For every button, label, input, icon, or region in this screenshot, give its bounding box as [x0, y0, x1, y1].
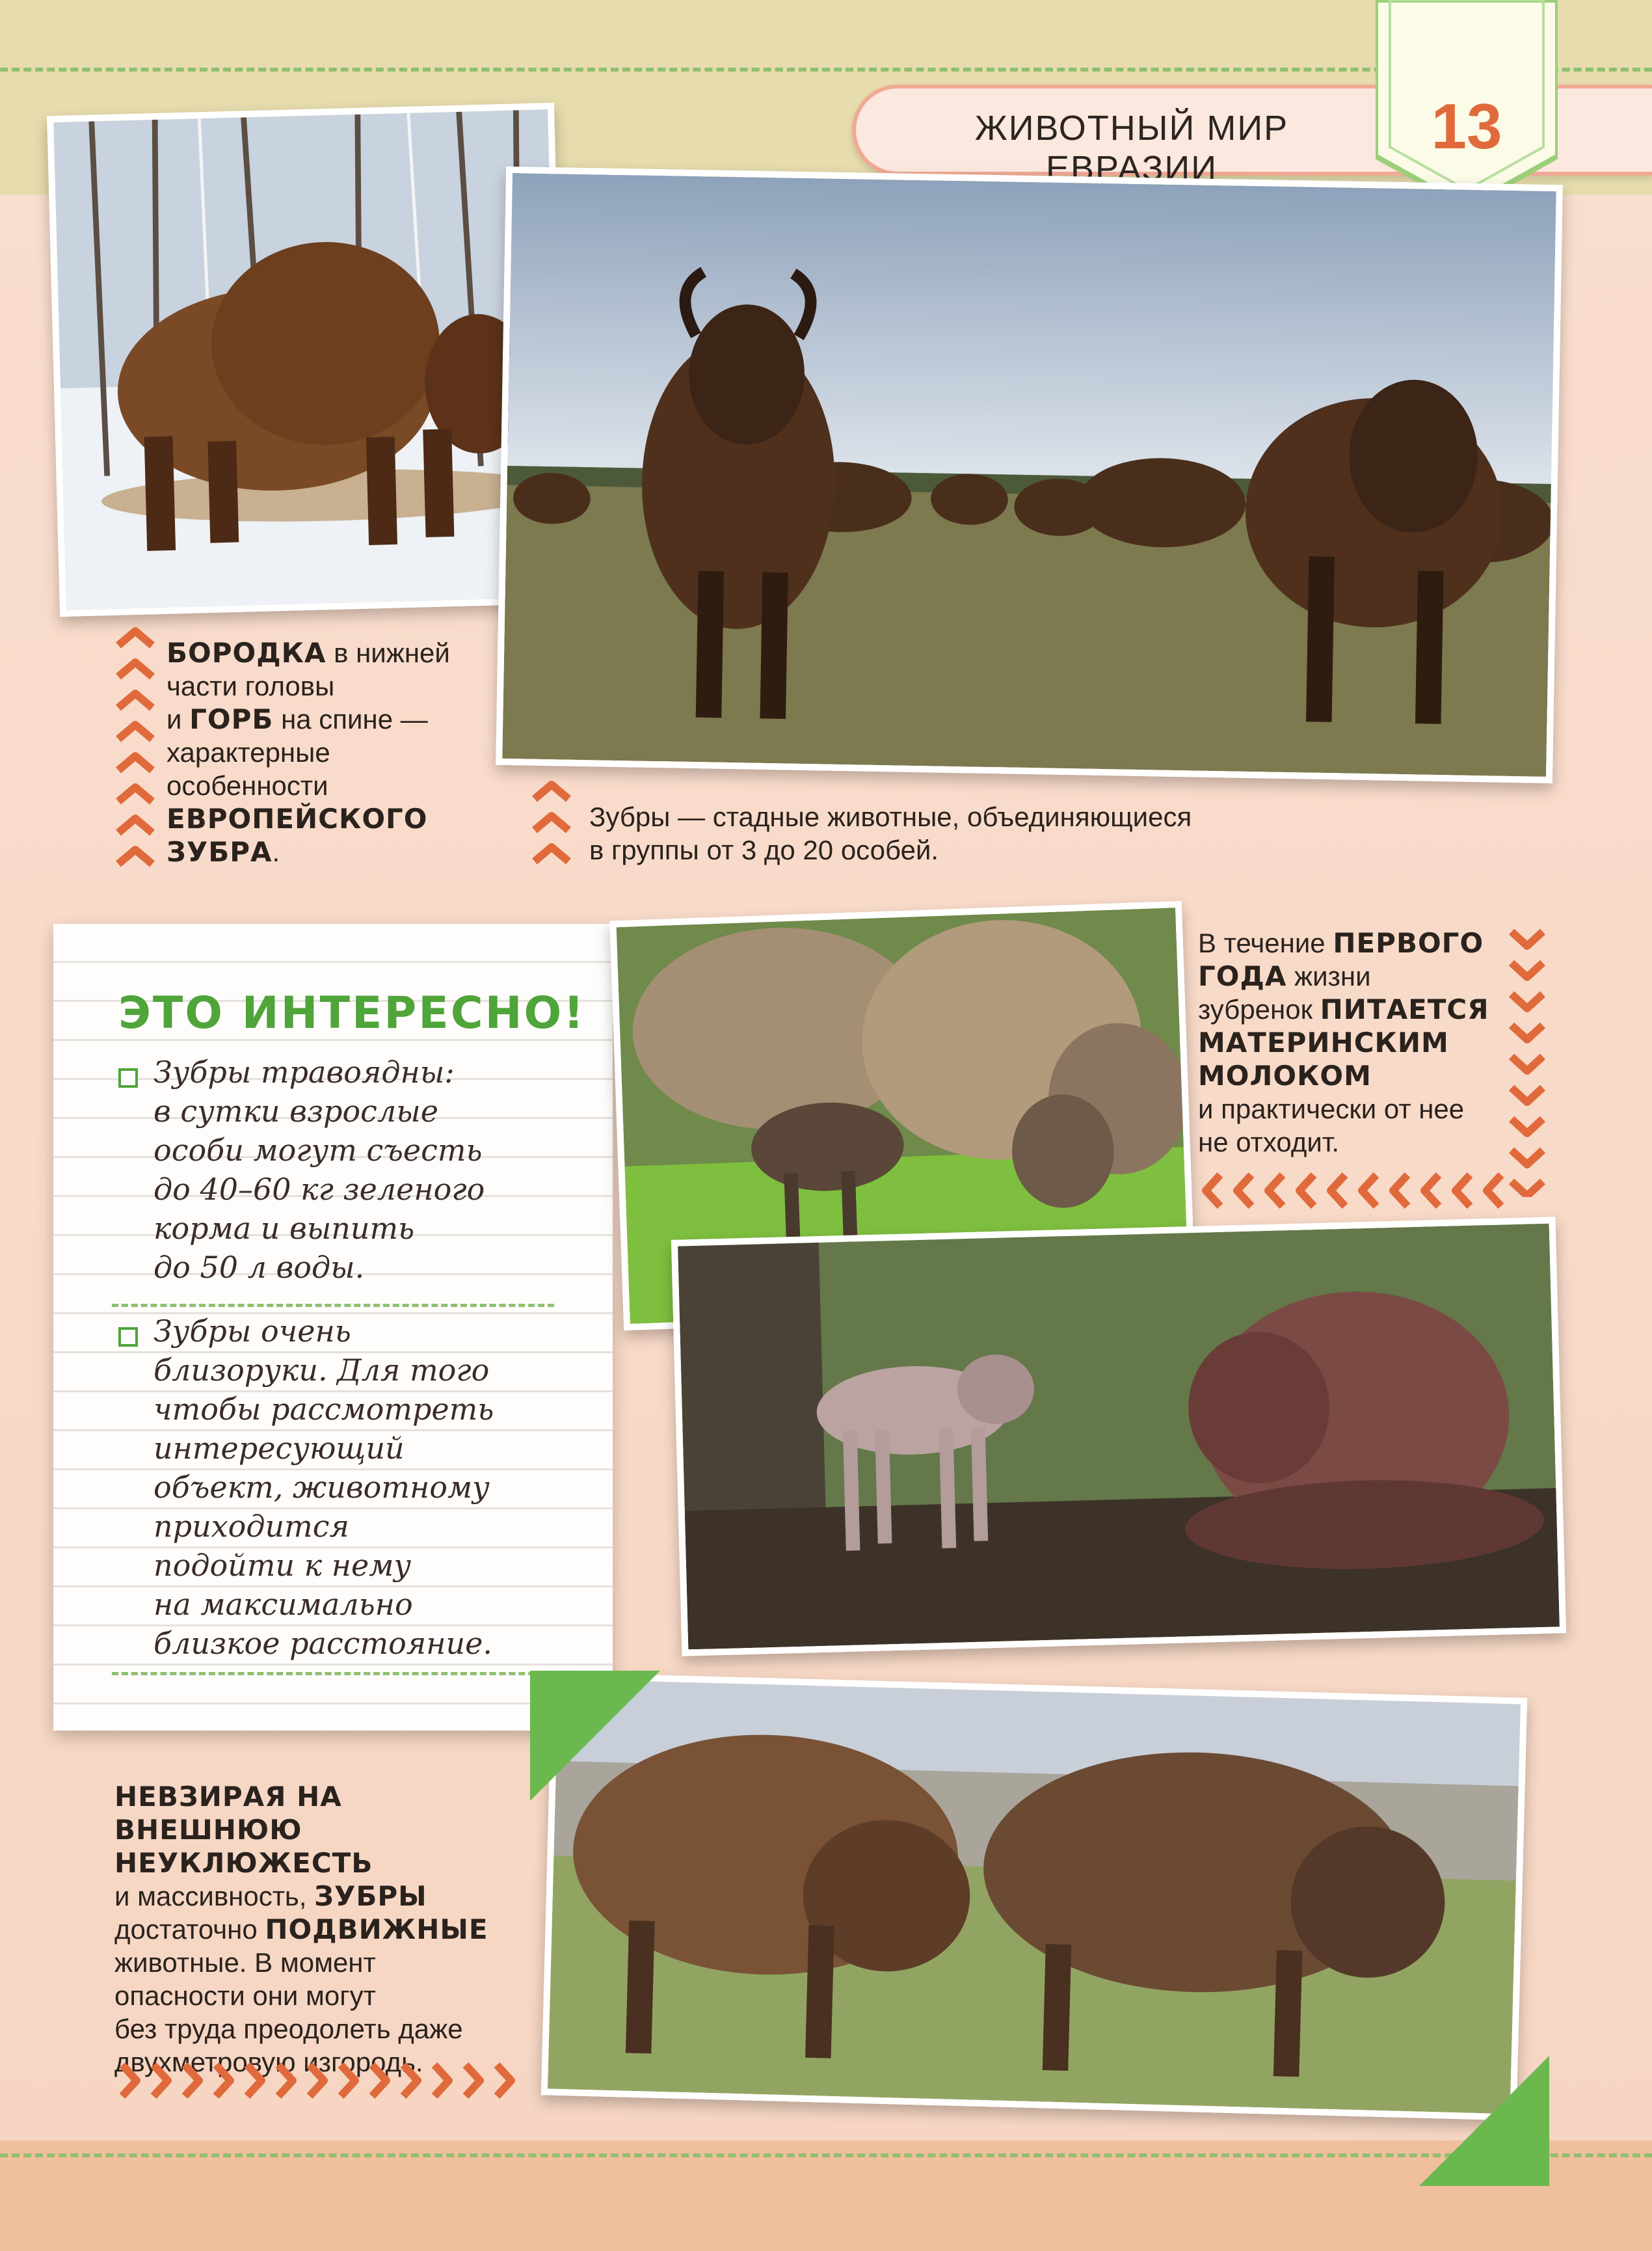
- term-mothers: МАТЕРИНСКИМ: [1198, 1027, 1449, 1058]
- photo-bison-snow: [47, 103, 567, 617]
- fact-line: подойти к нему: [153, 1548, 412, 1583]
- caption-text: не отходит.: [1198, 1127, 1340, 1157]
- term-despite-clumsiness: НЕВЗИРАЯ НА ВНЕШНЮЮ: [114, 1781, 342, 1846]
- caption-text: и массивность,: [114, 1881, 315, 1911]
- bison-resting-photo-icon: [678, 1224, 1560, 1650]
- fact-line: близоруки. Для того: [153, 1353, 490, 1388]
- fact-line: приходится: [153, 1509, 349, 1544]
- checkbox-icon: [118, 1068, 138, 1088]
- caption-text: на спине —: [273, 704, 428, 735]
- fact-line: близкое расстояние.: [153, 1626, 493, 1661]
- term-beard: БОРОДКА: [167, 637, 326, 669]
- bottom-dashed-line: [0, 2153, 1652, 2157]
- term-bison: ЗУБРЫ: [314, 1880, 427, 1912]
- interesting-title: ЭТО ИНТЕРЕСНО!: [118, 988, 586, 1039]
- chevron-column-left: [114, 623, 156, 870]
- caption-text: и: [167, 704, 190, 735]
- caption-herd: [589, 800, 1370, 867]
- caption-text: в нижней: [326, 638, 450, 668]
- term-feeds: ПИТАЕТСЯ: [1320, 993, 1489, 1025]
- bison-running-photo-icon: [548, 1679, 1521, 2114]
- caption-text: особенности: [167, 770, 328, 801]
- corner-triangle-icon: [530, 1671, 660, 1801]
- caption-mobility: [114, 1780, 531, 2079]
- term-hump: ГОРБ: [189, 703, 274, 735]
- photo-bison-running: [541, 1672, 1528, 2120]
- caption-text: двухметровую изгородь.: [114, 2047, 423, 2077]
- term-european: ЕВРОПЕЙСКОГО: [167, 803, 428, 835]
- caption-text: без труда преодолеть даже: [114, 2014, 463, 2044]
- caption-text: части головы: [167, 671, 335, 701]
- fact-divider: [112, 1672, 554, 1675]
- up-chevrons-icon: [531, 777, 572, 868]
- caption-text: достаточно: [114, 1914, 265, 1945]
- fact-nearsighted: [153, 1312, 583, 1663]
- caption-calf-milk: [1198, 926, 1523, 1159]
- term-milk: МОЛОКОМ: [1198, 1060, 1372, 1092]
- caption-text: опасности они могут: [114, 1980, 376, 2011]
- caption-text: Зубры — стадные животные, объединяющиеся: [589, 802, 1192, 832]
- checkbox-icon: [118, 1327, 138, 1347]
- fact-line: до 50 л воды.: [153, 1250, 365, 1285]
- fact-line: чтобы рассмотреть: [153, 1392, 494, 1427]
- fact-line: объект, животному: [153, 1470, 490, 1505]
- down-chevrons-icon: [1508, 924, 1547, 1197]
- photo-bison-herd: [496, 167, 1563, 783]
- right-chevrons-icon: [114, 2061, 518, 2100]
- term-mobile: ПОДВИЖНЫЕ: [265, 1913, 488, 1945]
- fact-line: особи могут съесть: [153, 1133, 483, 1168]
- term-year: ГОДА: [1198, 960, 1287, 992]
- up-chevrons-icon: [114, 623, 156, 870]
- term-first: ПЕРВОГО: [1333, 927, 1484, 959]
- photo-calf-resting-cow: [671, 1217, 1566, 1656]
- bottom-band: [0, 2140, 1652, 2251]
- caption-text: зубренок: [1198, 994, 1320, 1025]
- fact-line: Зубры очень: [153, 1314, 351, 1349]
- fact-divider: [112, 1304, 554, 1307]
- caption-text: характерные: [167, 737, 330, 768]
- caption-text: и практически от нее: [1198, 1094, 1465, 1124]
- fact-line: корма и выпить: [153, 1211, 415, 1246]
- page-title: ЖИВОТНЫЙ МИР ЕВРАЗИИ: [974, 109, 1289, 188]
- caption-text: жизни: [1286, 961, 1371, 991]
- fact-line: до 40–60 кг зеленого: [153, 1172, 485, 1207]
- left-chevrons-icon: [1198, 1171, 1510, 1210]
- bison-herd-photo-icon: [502, 173, 1556, 777]
- fact-line: в сутки взрослые: [153, 1094, 438, 1129]
- fact-line: интересующий: [153, 1431, 405, 1466]
- caption-text: .: [272, 837, 280, 867]
- page-number: 13: [1431, 90, 1502, 162]
- fact-line: на максимально: [153, 1587, 413, 1622]
- corner-triangle-icon: [1419, 2056, 1549, 2186]
- fact-herbivore: [153, 1053, 583, 1287]
- term-clumsiness: НЕУКЛЮЖЕСТЬ: [114, 1847, 373, 1879]
- fact-line: Зубры травоядны:: [153, 1055, 455, 1090]
- caption-beard-hump: [167, 636, 492, 869]
- term-bison: ЗУБРА: [167, 836, 273, 868]
- caption-text: В течение: [1198, 928, 1333, 958]
- bison-photo-icon: [53, 109, 560, 610]
- caption-text: животные. В момент: [114, 1947, 376, 1978]
- caption-text: в группы от 3 до 20 особей.: [589, 835, 939, 865]
